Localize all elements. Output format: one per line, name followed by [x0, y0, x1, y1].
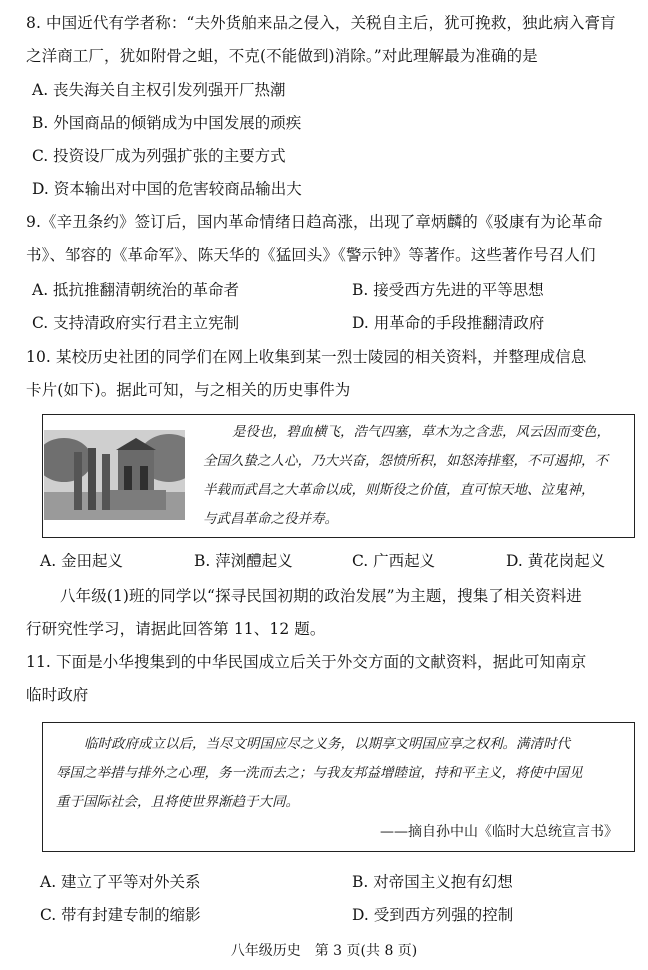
q11-option-d[interactable]: D. 受到西方列强的控制	[352, 906, 514, 924]
q8-option-c[interactable]: C. 投资设厂成为列强扩张的主要方式	[32, 147, 286, 165]
cemetery-photo	[44, 430, 185, 520]
card-text-line-2: 全国久蛰之人心，乃大兴奋，怨愤所积，如怒涛排壑，不可遏抑，不	[203, 453, 608, 469]
q10-stem-line-1: 10. 某校历史社团的同学们在网上收集到某一烈士陵园的相关资料，并整理成信息	[26, 348, 587, 366]
quote-line-1: 临时政府成立以后，当尽文明国应尽之义务，以期享文明国应享之权利。满清时代	[84, 736, 570, 752]
card-text-line-1: 是役也，碧血横飞，浩气四塞，草木为之含悲，风云因而变色，	[232, 424, 610, 440]
q10-option-d[interactable]: D. 黄花岗起义	[506, 552, 606, 570]
q11-option-c[interactable]: C. 带有封建专制的缩影	[40, 906, 201, 924]
quote-line-3: 重于国际社会，且将使世界渐趋于大同。	[56, 794, 299, 810]
section-intro-line-1: 八年级(1)班的同学以“探寻民国初期的政治发展”为主题，搜集了相关资料进	[60, 587, 582, 605]
q8-option-b[interactable]: B. 外国商品的倾销成为中国发展的顽疾	[32, 114, 302, 132]
q9-option-c[interactable]: C. 支持清政府实行君主立宪制	[32, 314, 240, 332]
q11-option-b[interactable]: B. 对帝国主义抱有幻想	[352, 873, 513, 891]
page-footer: 八年级历史 第 3 页(共 8 页)	[230, 943, 418, 959]
q10-option-a[interactable]: A. 金田起义	[40, 552, 124, 570]
q9-stem-line-2: 书》、邹容的《革命军》、陈天华的《猛回头》《警示钟》等著作。这些著作号召人们	[26, 246, 596, 264]
q10-stem-line-2: 卡片(如下)。据此可知，与之相关的历史事件为	[26, 381, 351, 399]
card-text-line-3: 半载而武昌之大革命以成，则斯役之价值，直可惊天地、泣鬼神，	[203, 482, 595, 498]
q11-stem-line-2: 临时政府	[26, 686, 89, 704]
card-text-line-4: 与武昌革命之役并寿。	[203, 511, 338, 527]
q8-stem-line-1: 8. 中国近代有学者称：“夫外货舶来品之侵入，关税自主后，犹可挽救，独此病入膏肓	[26, 14, 616, 32]
memorial-image	[44, 430, 185, 520]
q11-option-a[interactable]: A. 建立了平等对外关系	[40, 873, 201, 891]
q10-option-b[interactable]: B. 萍浏醴起义	[194, 552, 293, 570]
quote-source: ——摘自孙中山《临时大总统宣言书》	[380, 824, 618, 840]
q11-stem-line-1: 11. 下面是小华搜集到的中华民国成立后关于外交方面的文献资料，据此可知南京	[26, 653, 587, 671]
q8-stem-line-2: 之洋商工厂，犹如附骨之蛆，不克(不能做到)消除。”对此理解最为准确的是	[26, 47, 538, 65]
q9-option-a[interactable]: A. 抵抗推翻清朝统治的革命者	[32, 281, 240, 299]
q9-option-d[interactable]: D. 用革命的手段推翻清政府	[352, 314, 545, 332]
q8-option-a[interactable]: A. 丧失海关自主权引发列强开厂热潮	[32, 81, 286, 99]
q9-stem-line-1: 9.《辛丑条约》签订后，国内革命情绪日趋高涨，出现了章炳麟的《驳康有为论革命	[26, 213, 603, 231]
section-intro-line-2: 行研究性学习，请据此回答第 11、12 题。	[26, 620, 326, 638]
quote-line-2: 辱国之举措与排外之心理，务一洗而去之；与我友邦益增睦谊，持和平主义，将使中国见	[56, 765, 583, 781]
q10-option-c[interactable]: C. 广西起义	[352, 552, 436, 570]
q8-option-d[interactable]: D. 资本输出对中国的危害较商品输出大	[32, 180, 302, 198]
q9-option-b[interactable]: B. 接受西方先进的平等思想	[352, 281, 544, 299]
